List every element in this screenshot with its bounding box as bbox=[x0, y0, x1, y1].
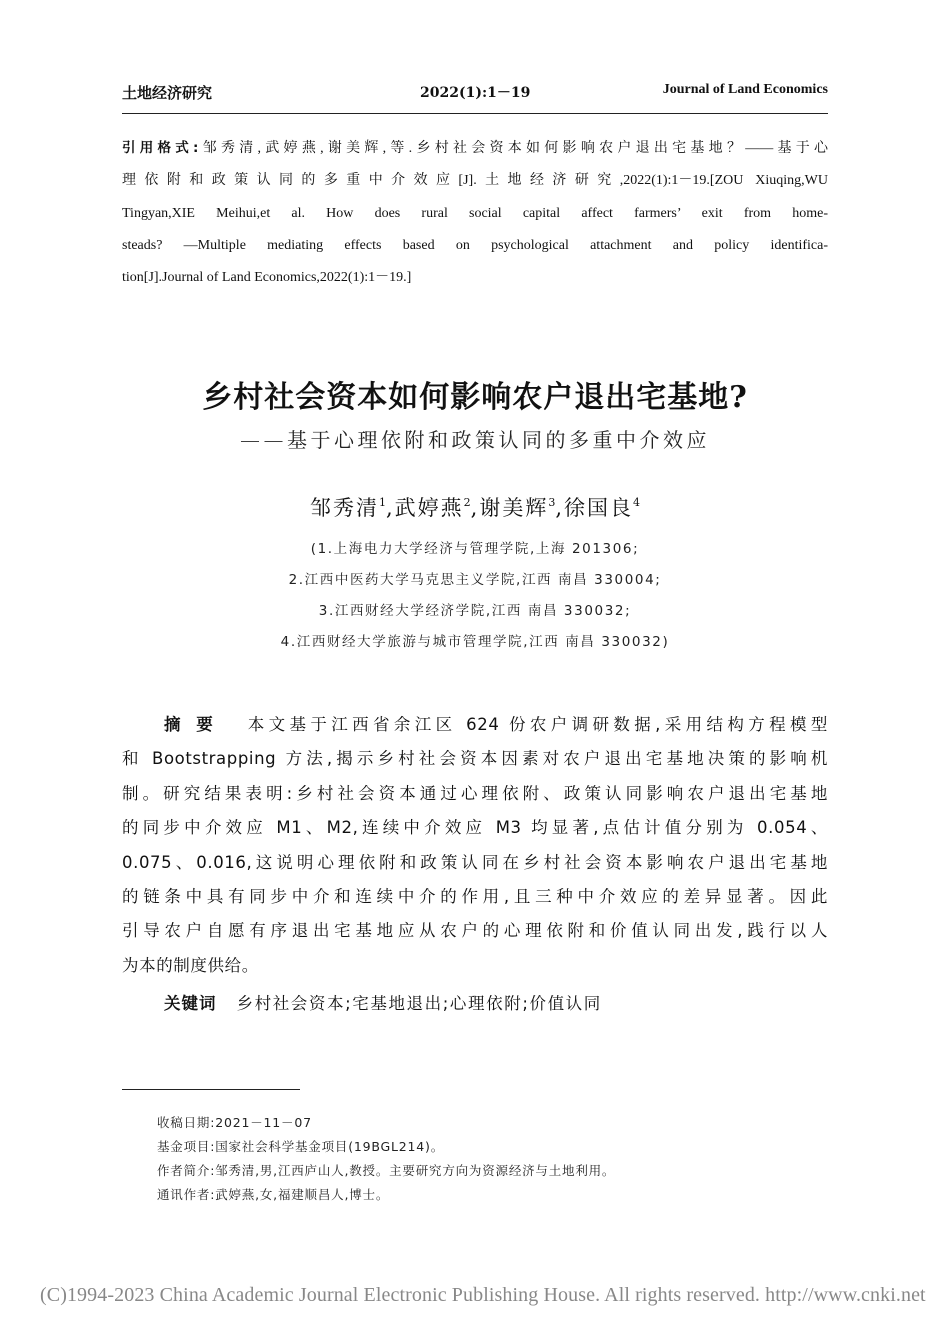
journal-name-en: Journal of Land Economics bbox=[662, 82, 828, 97]
abstract-line-2: 和 Bootstrapping 方法,揭示乡村社会资本因素对农户退出宅基地决策的影响机 bbox=[122, 749, 828, 769]
author-affiliation-mark: 2 bbox=[463, 496, 471, 509]
author-separator: , bbox=[555, 496, 565, 520]
author-name: 邹秀清 bbox=[309, 496, 379, 520]
paper-title: 乡村社会资本如何影响农户退出宅基地? bbox=[202, 380, 748, 415]
footnote-funding: 基金项目:国家社会科学基金项目(19BGL214)。 bbox=[157, 1139, 445, 1154]
abstract-line-5: 0.075、0.016,这说明心理依附和政策认同在乡村社会资本影响农户退出宅基地 bbox=[122, 852, 828, 872]
issue-pages: 2022(1):1－19 bbox=[420, 85, 531, 101]
affiliation-1: (1.上海电力大学经济与管理学院,上海 201306; bbox=[310, 541, 640, 557]
citation-block bbox=[122, 132, 828, 294]
author-separator: , bbox=[470, 496, 480, 520]
footnote-corresponding-author: 通讯作者:武婷燕,女,福建顺昌人,博士。 bbox=[157, 1187, 390, 1202]
abstract-line-3: 制。研究结果表明:乡村社会资本通过心理依附、政策认同影响农户退出宅基地 bbox=[122, 783, 828, 803]
abstract-line-8: 为本的制度供给。 bbox=[122, 955, 259, 975]
abstract-block bbox=[122, 708, 828, 983]
abstract-line-1: 摘要 本文基于江西省余江区 624 份农户调研数据,采用结构方程模型 bbox=[164, 715, 829, 734]
header-divider bbox=[122, 113, 828, 114]
abstract-line-6: 的链条中具有同步中介和连续中介的作用,且三种中介效应的差异显著。因此 bbox=[122, 887, 828, 907]
author-list bbox=[0, 492, 950, 522]
affiliation-3: 3.江西财经大学经济学院,江西 南昌 330032; bbox=[318, 603, 632, 619]
journal-name-cn: 土地经济研究 bbox=[122, 84, 213, 102]
paper-subtitle: ——基于心理依附和政策认同的多重中介效应 bbox=[240, 428, 710, 452]
abstract-line-7: 引导农户自愿有序退出宅基地应从农户的心理依附和价值认同出发,践行以人 bbox=[122, 921, 828, 941]
author-affiliation-mark: 4 bbox=[633, 496, 641, 509]
author-affiliation-mark: 1 bbox=[378, 496, 386, 509]
citation-line-4: steads? —Multiple mediating effects based on psychological attachment and policy identifica- bbox=[122, 237, 828, 253]
keywords-line bbox=[164, 990, 602, 1014]
citation-line-3: Tingyan,XIE Meihui,et al. How does rural social capital affect farmers’ exit from home- bbox=[122, 205, 828, 221]
keywords-text: 乡村社会资本;宅基地退出;心理依附;价值认同 bbox=[236, 994, 602, 1013]
affiliation-4: 4.江西财经大学旅游与城市管理学院,江西 南昌 330032) bbox=[280, 634, 670, 650]
footnote-received-date: 收稿日期:2021－11－07 bbox=[157, 1115, 312, 1130]
author-separator: , bbox=[385, 496, 395, 520]
author-name: 谢美辉 bbox=[479, 496, 549, 520]
keywords-label: 关键词 bbox=[164, 994, 217, 1013]
abstract-label: 摘要 bbox=[164, 715, 229, 734]
citation-label: 引用格式: bbox=[122, 140, 199, 156]
abstract-line-4: 的同步中介效应 M1、M2,连续中介效应 M3 均显著,点估计值分别为 0.054、 bbox=[122, 818, 828, 838]
citation-line-1: 引用格式:邹秀清,武婷燕,谢美辉,等.乡村社会资本如何影响农户退出宅基地？——基于心 bbox=[122, 140, 829, 156]
author-name: 徐国良 bbox=[564, 496, 634, 520]
footnote-author-bio: 作者简介:邹秀清,男,江西庐山人,教授。主要研究方向为资源经济与土地利用。 bbox=[157, 1163, 616, 1178]
citation-line-5: tion[J].Journal of Land Economics,2022(1):1－19.] bbox=[122, 270, 412, 286]
affiliation-2: 2.江西中医药大学马克思主义学院,江西 南昌 330004; bbox=[288, 572, 662, 588]
author-name: 武婷燕 bbox=[394, 496, 464, 520]
footnote-divider bbox=[122, 1089, 300, 1090]
citation-line-2: 理依附和政策认同的多重中介效应[J].土地经济研究,2022(1):1－19.[ZOU Xiuqing,WU bbox=[122, 173, 828, 189]
copyright-notice: (C)1994-2023 China Academic Journal Electronic Publishing House. All rights reserved. http://www.cnki.net bbox=[40, 1284, 926, 1306]
author-affiliation-mark: 3 bbox=[548, 496, 556, 509]
